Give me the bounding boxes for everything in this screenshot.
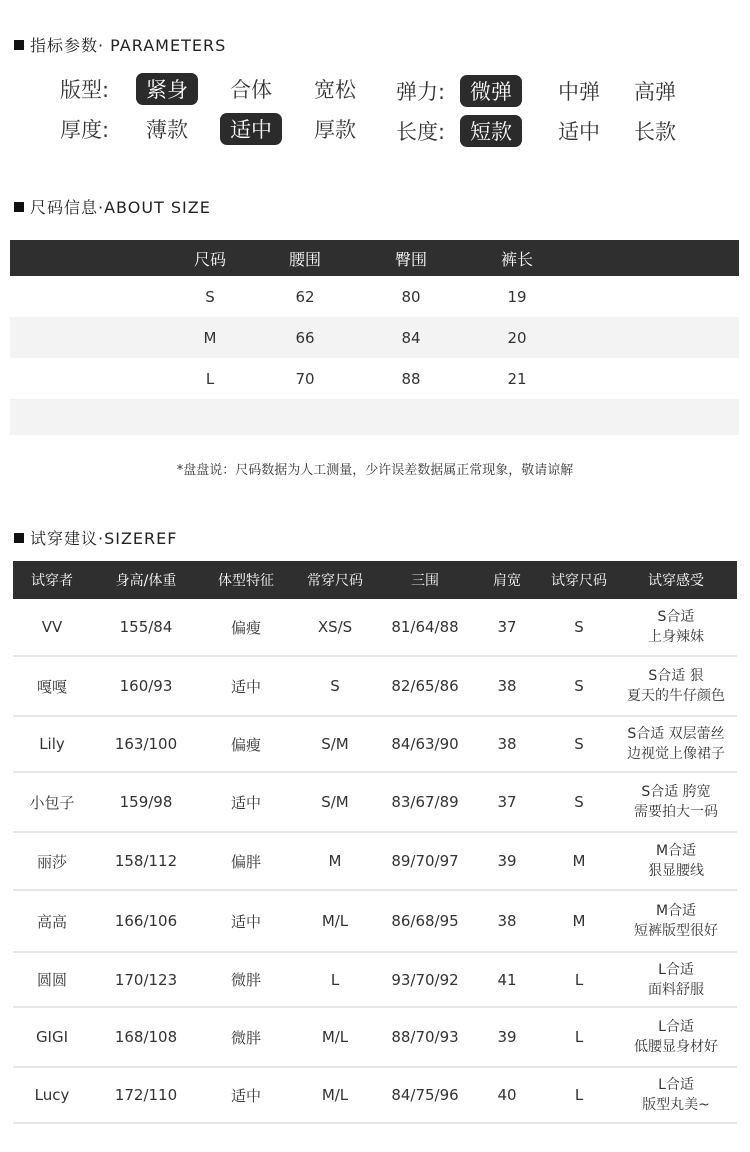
measurements: 81/64/88 xyxy=(379,599,471,656)
fit-feedback: L合适 面料舒服 xyxy=(615,952,737,1007)
tried-size: M xyxy=(543,832,615,890)
usual-size: S/M xyxy=(291,772,379,832)
table-row xyxy=(13,952,737,1007)
fit-feedback: S合适 双层蕾丝 边视觉上像裙子 xyxy=(615,716,737,772)
parameters-heading xyxy=(14,33,226,56)
tried-size: S xyxy=(543,599,615,656)
height-weight: 168/108 xyxy=(91,1007,201,1067)
square-bullet-icon xyxy=(14,40,24,50)
size-info-heading xyxy=(14,195,211,218)
size-header-cell: 尺码 xyxy=(160,240,260,276)
tester-name: GIGI xyxy=(13,1007,91,1067)
tried-size: S xyxy=(543,772,615,832)
fit-feedback: S合适 胯宽 需要拍大一码 xyxy=(615,772,737,832)
param-label: 厚度: xyxy=(60,118,110,142)
size-cell: M xyxy=(160,317,260,358)
param-option: 适中 xyxy=(558,120,600,144)
usual-size: M/L xyxy=(291,890,379,952)
measurements: 93/70/92 xyxy=(379,952,471,1007)
fit-feedback: L合适 低腰显身材好 xyxy=(615,1007,737,1067)
size-cell: 84 xyxy=(350,317,472,358)
table-row xyxy=(10,317,739,358)
height-weight: 155/84 xyxy=(91,599,201,656)
table-row xyxy=(13,772,737,832)
size-header-cell: 裤长 xyxy=(472,240,562,276)
param-row-length xyxy=(396,115,700,147)
tester-name: 高高 xyxy=(13,890,91,952)
body-type: 适中 xyxy=(201,1067,291,1123)
ref-header-cell: 肩宽 xyxy=(471,561,543,599)
tester-name: 丽莎 xyxy=(13,832,91,890)
fit-feedback: M合适 狠显腰线 xyxy=(615,832,737,890)
param-option: 合体 xyxy=(230,78,272,102)
size-ref-header xyxy=(13,561,737,599)
tried-size: M xyxy=(543,890,615,952)
size-table xyxy=(10,240,739,435)
ref-header-cell: 常穿尺码 xyxy=(291,561,379,599)
shoulder-width: 37 xyxy=(471,599,543,656)
tried-size: L xyxy=(543,952,615,1007)
size-cell: 20 xyxy=(472,317,562,358)
fit-feedback: M合适 短裤版型很好 xyxy=(615,890,737,952)
body-type: 适中 xyxy=(201,772,291,832)
fit-feedback: S合适 上身辣妹 xyxy=(615,599,737,656)
table-row xyxy=(13,1067,737,1123)
tried-size: S xyxy=(543,716,615,772)
size-cell: L xyxy=(205,369,215,388)
size-ref-title: 试穿建议·SIZEREF xyxy=(30,529,178,548)
table-row xyxy=(13,890,737,952)
measurements: 86/68/95 xyxy=(379,890,471,952)
body-type: 适中 xyxy=(201,890,291,952)
body-type: 偏瘦 xyxy=(201,599,291,656)
param-option: 长款 xyxy=(634,120,676,144)
tried-size: L xyxy=(543,1007,615,1067)
size-ref-heading xyxy=(14,526,177,549)
height-weight: 172/110 xyxy=(91,1067,201,1123)
usual-size: M/L xyxy=(291,1067,379,1123)
square-bullet-icon xyxy=(14,202,24,212)
size-ref-table xyxy=(13,561,737,1124)
table-row xyxy=(10,358,739,399)
ref-header-cell: 试穿感受 xyxy=(615,561,737,599)
table-row-empty xyxy=(10,399,739,435)
param-label: 弹力: xyxy=(396,80,446,104)
tester-name: 圆圆 xyxy=(13,952,91,1007)
shoulder-width: 40 xyxy=(471,1067,543,1123)
height-weight: 166/106 xyxy=(91,890,201,952)
size-table-header xyxy=(10,240,739,276)
table-row xyxy=(13,832,737,890)
param-option-selected: 短款 xyxy=(460,115,548,147)
size-cell: 62 xyxy=(295,287,315,306)
usual-size: M xyxy=(291,832,379,890)
ref-header-cell: 试穿者 xyxy=(13,561,91,599)
param-option-selected: 紧身 xyxy=(136,73,220,105)
size-header-cell: 腰围 xyxy=(260,240,350,276)
shoulder-width: 41 xyxy=(471,952,543,1007)
fit-feedback: L合适 版型丸美~ xyxy=(615,1067,737,1123)
body-type: 适中 xyxy=(201,656,291,716)
param-row-fit xyxy=(60,73,388,105)
param-option: 厚款 xyxy=(314,118,356,142)
param-row-elasticity xyxy=(396,75,700,107)
table-row xyxy=(13,1007,737,1067)
param-label: 版型: xyxy=(60,78,110,102)
measurements: 84/75/96 xyxy=(379,1067,471,1123)
usual-size: S xyxy=(291,656,379,716)
measurements: 89/70/97 xyxy=(379,832,471,890)
shoulder-width: 38 xyxy=(471,656,543,716)
size-cell: 66 xyxy=(260,317,350,358)
table-row xyxy=(13,716,737,772)
height-weight: 160/93 xyxy=(91,656,201,716)
height-weight: 163/100 xyxy=(91,716,201,772)
usual-size: L xyxy=(291,952,379,1007)
measurement-note: *盘盘说：尺码数据为人工测量，少许误差数据属正常现象，敬请谅解 xyxy=(176,463,574,478)
height-weight: 158/112 xyxy=(91,832,201,890)
param-label: 长度: xyxy=(396,120,446,144)
shoulder-width: 37 xyxy=(471,772,543,832)
size-cell: 21 xyxy=(507,369,527,388)
tester-name: 嘎嘎 xyxy=(13,656,91,716)
usual-size: XS/S xyxy=(291,599,379,656)
size-header-cell: 臀围 xyxy=(350,240,472,276)
param-option-selected: 微弹 xyxy=(460,75,548,107)
shoulder-width: 39 xyxy=(471,832,543,890)
shoulder-width: 38 xyxy=(471,890,543,952)
table-row xyxy=(10,276,739,317)
ref-header-cell: 身高/体重 xyxy=(91,561,201,599)
measurements: 83/67/89 xyxy=(379,772,471,832)
param-option: 薄款 xyxy=(146,118,188,142)
measurements: 84/63/90 xyxy=(379,716,471,772)
ref-header-cell: 三围 xyxy=(379,561,471,599)
tried-size: S xyxy=(543,656,615,716)
size-cell: 80 xyxy=(401,287,421,306)
param-option: 高弹 xyxy=(634,80,676,104)
body-type: 偏瘦 xyxy=(201,716,291,772)
body-type: 微胖 xyxy=(201,952,291,1007)
fit-feedback: S合适 狠 夏天的牛仔颜色 xyxy=(615,656,737,716)
param-option-selected: 适中 xyxy=(220,113,304,145)
usual-size: S/M xyxy=(291,716,379,772)
square-bullet-icon xyxy=(14,533,24,543)
size-cell: S xyxy=(205,287,215,306)
shoulder-width: 38 xyxy=(471,716,543,772)
tester-name: VV xyxy=(13,599,91,656)
measurements: 82/65/86 xyxy=(379,656,471,716)
ref-header-cell: 体型特征 xyxy=(201,561,291,599)
height-weight: 159/98 xyxy=(91,772,201,832)
ref-header-cell: 试穿尺码 xyxy=(543,561,615,599)
size-cell: 88 xyxy=(401,369,421,388)
table-row xyxy=(13,599,737,656)
size-info-title: 尺码信息·ABOUT SIZE xyxy=(30,198,211,217)
table-row xyxy=(13,656,737,716)
tried-size: L xyxy=(543,1067,615,1123)
usual-size: M/L xyxy=(291,1007,379,1067)
param-row-thickness xyxy=(60,113,388,145)
shoulder-width: 39 xyxy=(471,1007,543,1067)
height-weight: 170/123 xyxy=(91,952,201,1007)
param-option: 宽松 xyxy=(314,78,356,102)
size-cell: 19 xyxy=(507,287,527,306)
tester-name: 小包子 xyxy=(13,772,91,832)
parameters-title: 指标参数· PARAMETERS xyxy=(30,36,227,55)
size-cell: 70 xyxy=(295,369,315,388)
tester-name: Lucy xyxy=(13,1067,91,1123)
tester-name: Lily xyxy=(13,716,91,772)
param-option: 中弹 xyxy=(558,80,600,104)
body-type: 偏胖 xyxy=(201,832,291,890)
measurements: 88/70/93 xyxy=(379,1007,471,1067)
body-type: 微胖 xyxy=(201,1007,291,1067)
